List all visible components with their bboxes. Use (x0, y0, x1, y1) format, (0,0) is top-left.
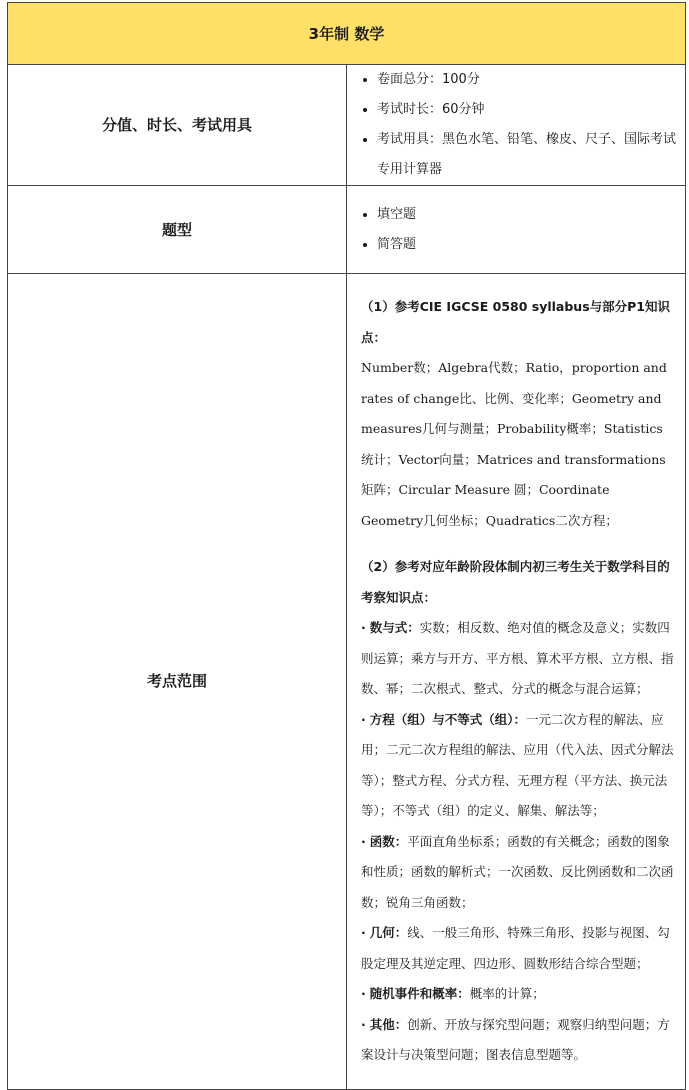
exam-info-list (347, 65, 685, 185)
topic-text: 平面直角坐标系；函数的有关概念；函数的图象和性质；函数的解析式；一次函数、反比例函数和二次函数；锐角三角函数； (361, 833, 674, 910)
topic-bullet: · (361, 711, 366, 727)
topic-item (361, 918, 675, 979)
table-header (8, 3, 686, 65)
topic-head: 其他： (369, 1016, 408, 1032)
scope-cell (347, 274, 686, 1090)
topic-head: 几何： (369, 925, 408, 940)
topic-bullet: · (361, 925, 366, 940)
topic-text: 实数；相反数、绝对值的概念及意义；实数四则运算；乘方与开方、平方根、算术平方根、立方根、指数、幂；二次根式、整式、分式的概念与混合运算； (361, 620, 674, 696)
section1-text: Number数；Algebra代数；Ratio，proportion and rates of change比、比例、变化率；Geometry and measures几何与测量；Probability概率；Statistics 统计；Vector向量；Matrices and transformations 矩阵；Circular Measure 圆；Coordinate Geometry几何坐标；Quadratics二次方程； (361, 360, 667, 528)
exam-info-label: 分值、时长、考试用具 (8, 65, 347, 186)
list-item: • 卷面总分：100分 (377, 65, 685, 95)
topic-bullet: · (361, 986, 366, 1001)
question-types-label: 题型 (8, 186, 347, 274)
exam-info-cell (347, 65, 686, 186)
list-item: • 考试用具：黑色水笔、铅笔、橡皮、尺子、国际考试专用计算器 (377, 125, 685, 185)
list-item: • 简答题 (377, 230, 685, 260)
topic-text: 一元二次方程的解法、应用；二元二次方程组的解法、应用（代入法、因式分解法等）；整式方程、分式方程、无理方程（平方法、换元法等）；不等式（组）的定义、解集、解法等； (361, 711, 674, 818)
topic-text: 概率的计算； (469, 986, 545, 1001)
list-item: • 考试时长：60分钟 (377, 95, 685, 125)
topic-bullet: · (361, 620, 366, 635)
scope-label: 考点范围 (8, 274, 347, 1090)
topic-text: 创新、开放与探究型问题；观察归纳型问题；方案设计与决策型问题；图表信息型题等。 (361, 1016, 670, 1062)
section1-title: （1）参考CIE IGCSE 0580 syllabus与部分P1知识点： (361, 299, 671, 345)
question-types-cell (347, 186, 686, 274)
topic-head: 随机事件和概率： (369, 986, 470, 1001)
topic-item (361, 979, 675, 1010)
topic-head: 数与式： (369, 620, 420, 635)
list-item: • 填空题 (377, 200, 685, 230)
table-title: 3年制 数学 (308, 25, 385, 43)
section-gap (361, 536, 675, 552)
topic-item (361, 827, 675, 919)
topic-bullet: · (361, 833, 366, 849)
topic-head: 函数： (369, 833, 408, 849)
topic-head: 方程（组）与不等式（组）： (369, 711, 526, 727)
question-types-list (347, 200, 685, 260)
topic-bullet: · (361, 1016, 366, 1032)
topic-item (361, 705, 675, 827)
section2-title: （2）参考对应年龄阶段体制内初三考生关于数学科目的考察知识点： (361, 559, 670, 605)
topic-item (361, 613, 675, 705)
topic-item (361, 1010, 675, 1071)
exam-info-table (7, 2, 686, 1090)
topic-text: 线、一般三角形、特殊三角形、投影与视图、勾股定理及其逆定理、四边形、圆数形结合综合型题； (361, 925, 670, 971)
